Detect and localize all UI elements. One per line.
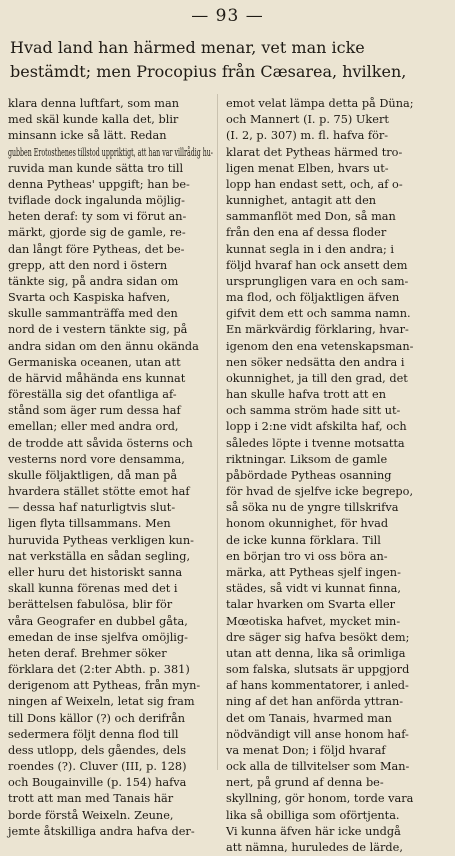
text-line: nord de i vestern tänkte sig, på [8,323,188,337]
text-line: en början tro vi oss böra an- [226,549,388,563]
text-line: derigenom att Pytheas, från myn- [8,679,201,693]
text-line: trott att man med Tanais här [8,792,174,806]
text-line: gifvit dem ett och samma namn. [226,307,411,321]
intro-paragraph [10,36,448,84]
text-line: lika så obilliga som oförtjenta. [226,808,400,822]
text-line: stånd som äger rum dessa haf [8,404,181,418]
text-line: dess utlopp, dels gåendes, dels [8,743,187,757]
text-line: (I. 2, p. 307) m. fl. hafva för- [226,129,389,143]
text-line: för hvad de sjelfve icke begrepo, [226,485,414,499]
text-line: kunnat segla in i den andra; i [226,242,395,256]
text-line: va menat Don; i följd hvaraf [226,743,386,757]
text-line: gubben Erotosthenes tillstod uppriktigt, att han var villrådig hu- [8,145,213,159]
text-line: märka, att Pytheas sjelf ingen- [226,565,401,579]
text-line: skyllning, gör honom, torde vara [226,792,414,806]
text-line: emellan; eller med andra ord, [8,420,179,434]
text-line: förklara det (2:ter Abth. p. 381) [8,663,190,677]
text-line: så söka nu de yngre tillskrifva [226,501,399,515]
text-line: huruvida Pytheas verkligen kun- [8,533,194,547]
text-line: emot velat lämpa detta på Düna; [226,97,414,110]
text-line: dre säger sig hafva besökt dem; [226,630,410,644]
text-line: städes, så vidt vi kunnat finna, [226,582,401,596]
left-column [8,96,213,840]
text-line: således löpte i tvenne motsatta [226,436,405,450]
text-line: jemte åtskilliga andra hafva der- [8,824,195,838]
text-line: minsann icke så lätt. Redan [8,129,167,143]
text-line: grepp, att den nord i östern [8,258,168,272]
text-line: andra sidan om den ännu okända [8,339,199,353]
text-line: sammanflöt med Don, så man [226,210,396,224]
right-column [226,96,431,856]
text-line: En märkvärdig förklaring, hvar- [226,323,409,337]
text-line: de icke kunna förklara. Till [226,533,381,547]
text-line: ningen af Weixeln, letat sig fram [8,695,195,709]
text-line: följd hvaraf han ock ansett dem [226,258,408,272]
text-line: till Dons källor (?) och derifrån [8,711,186,725]
text-line: denna Pytheas' uppgift; han be- [8,177,190,191]
text-line: han skulle hafva trott att en [226,388,386,402]
text-line: och Bougainville (p. 154) hafva [8,776,187,790]
text-line: heten deraf: ty som vi förut an- [8,210,187,224]
text-line: att nämna, huruledes de lärde, [226,840,403,854]
text-line: Mœotiska hafvet, mycket min- [226,614,401,628]
text-line: heten deraf. Brehmer söker [8,646,167,660]
text-line: tänkte sig, på andra sidan om [8,274,179,288]
text-line: tviflade dock ingalunda möjlig- [8,194,185,208]
text-line: nert, på grund af denna be- [226,776,384,790]
text-line: ligen menat Elben, hvars ut- [226,161,389,175]
intro-line: bestämdt; men Procopius från Cæsarea, hvilken, [10,62,407,81]
text-line: ruvida man kunde sätta tro till [8,161,184,175]
text-line: ma flod, och följaktligen äfven [226,291,400,305]
text-line: klara denna luftfart, som man [8,97,179,110]
text-line: ning af det han anförda yttran- [226,695,404,709]
column-divider [217,94,218,770]
text-line: hvardera stället stötte emot haf [8,485,190,499]
text-line: ursprungligen vara en och sam- [226,274,409,288]
text-line: utan att denna, lika så orimliga [226,646,406,660]
text-line: borde förstå Weixeln. Zeune, [8,808,174,822]
text-line: som falska, slutsats är uppgjord [226,663,410,677]
text-line: lopp han endast sett, och, af o- [226,177,403,191]
text-line: vesterns nord vore densamma, [8,452,185,466]
text-line: af hans kommentatorer, i anled- [226,679,409,693]
text-line: våra Geografer en dubbel gåta, [8,614,188,628]
text-line: nat verkställa en sådan segling, [8,549,191,563]
text-line: nen söker nedsätta den andra i [226,355,405,369]
text-line: skall kunna förenas med det i [8,582,178,596]
text-line: kunnighet, antagit att den [226,194,377,208]
text-line: talar hvarken om Svarta eller [226,598,396,612]
text-line: roendes (?). Cluver (III, p. 128) [8,760,187,774]
text-line: riktningar. Liksom de gamle [226,452,388,466]
text-line: märkt, gjorde sig de gamle, re- [8,226,186,240]
text-line: de trodde att såvida österns och [8,436,193,450]
text-line: klarat det Pytheas härmed tro- [226,145,403,159]
text-line: Svarta och Kaspiska hafven, [8,291,171,305]
text-line: berättelsen fabulösa, blir för [8,598,173,612]
text-line: skulle sammanträffa med den [8,307,178,321]
text-line: igenom den ena vetenskapsman- [226,339,414,353]
text-line: med skäl kunde kalla det, blir [8,113,179,127]
text-line: eller huru det historiskt sanna [8,565,183,579]
text-line: — dessa haf naturligtvis slut- [8,501,176,515]
text-line: från den ena af dessa floder [226,226,387,240]
text-line: det om Tanais, hvarmed man [226,711,392,725]
text-line: dan långt före Pytheas, det be- [8,242,185,256]
text-line: föreställa sig det ofantliga af- [8,388,177,402]
text-line: påbördade Pytheas osanning [226,468,392,482]
text-line: sedermera följt denna flod till [8,727,179,741]
text-line: lopp i 2:ne vidt afskilta haf, och [226,420,407,434]
intro-line: Hvad land han härmed menar, vet man icke [10,38,365,57]
text-line: Vi kunna äfven här icke undgå [226,824,401,838]
text-line: ock alla de tillvitelser som Man- [226,760,410,774]
text-line: okunnighet, ja till den grad, det [226,371,408,385]
text-line: nödvändigt vill anse honom haf- [226,727,409,741]
text-line: och samma ström hade sitt ut- [226,404,401,418]
text-line: Germaniska oceanen, utan att [8,355,181,369]
text-line: ligen flyta tillsammans. Men [8,517,171,531]
text-line: honom okunnighet, för hvad [226,517,389,531]
text-line: emedan de inse sjelfva omöjlig- [8,630,188,644]
text-line: de härvid måhända ens kunnat [8,371,186,385]
page-number: — 93 — [191,6,264,26]
text-line: skulle följaktligen, då man på [8,468,178,482]
text-line: och Mannert (I. p. 75) Ukert [226,113,389,127]
